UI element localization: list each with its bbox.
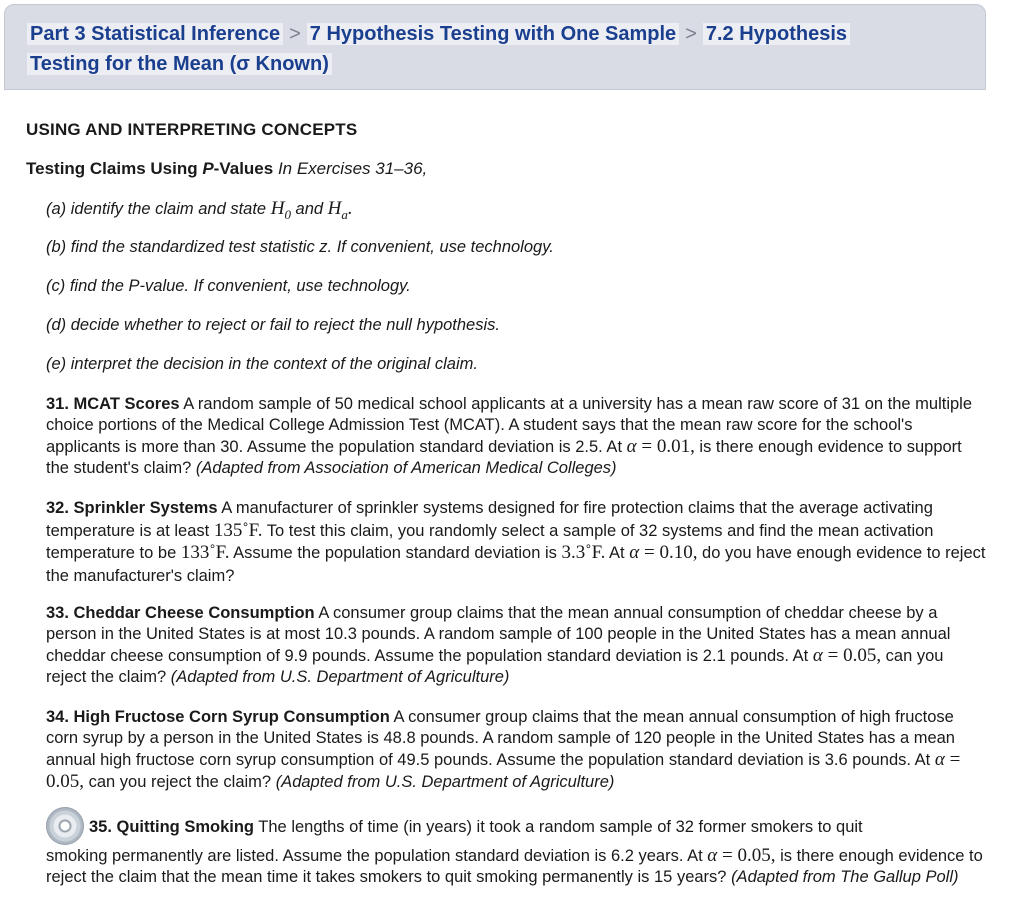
exercise-35-source: (Adapted from The Gallup Poll)	[731, 868, 959, 886]
exercise-intro	[26, 159, 427, 179]
cd-disc-icon[interactable]	[46, 807, 84, 845]
exercise-31: 31. MCAT Scores A random sample of 50 medical school applicants at a university has a mean raw score of 31 on the multiple choice portions of the Medical College Admission Test (MCAT). A student says that the mean raw score for the school's applicants is more than 30. Assume the population standard deviation is 2.5. At α = 0.01, is there enough evidence to support the student's claim? (Adapted from Association of American Medical Colleges)	[46, 395, 973, 477]
exercise-32: 32. Sprinkler Systems A manufacturer of sprinkler systems designed for fire protection claims that the average activating temperature is at least 135˚F. To test this claim, you randomly select a sample of 32 systems and find the mean activation temperature to be 133˚F. Assume the population standard deviation is 3.3˚F. At α = 0.10, do you have enough evidence to reject the manufacturer's claim?	[46, 499, 986, 585]
exercise-33: 33. Cheddar Cheese Consumption A consumer group claims that the mean annual consumption of cheddar cheese by a person in the United States is at most 10.3 pounds. A random sample of 100 people in the United States has a mean annual cheddar cheese consumption of 9.9 pounds. Assume the population standard deviation is 2.1 pounds. At α = 0.05, can you reject the claim? (Adapted from U.S. Department of Agriculture)	[46, 604, 951, 686]
exercise-33-source: (Adapted from U.S. Department of Agriculture)	[170, 668, 510, 686]
exercise-34: 34. High Fructose Corn Syrup Consumption A consumer group claims that the mean annual consumption of high fructose corn syrup by a person in the United States is 48.8 pounds. A random sample of 120 people in the United States has a mean annual high fructose corn syrup consumption of 49.5 pounds. Assume the population standard deviation is 3.6 pounds. At α = 0.05, can you reject the claim? (Adapted from U.S. Department of Agriculture)	[46, 708, 961, 792]
exercise-34-source: (Adapted from U.S. Department of Agriculture)	[275, 773, 615, 791]
breadcrumb-separator: >	[289, 23, 301, 45]
exercise-35-title: 35. Quitting Smoking	[89, 818, 255, 836]
breadcrumb-separator: >	[685, 23, 697, 45]
intro-text: In Exercises 31–36,	[273, 159, 428, 178]
exercise-31-title: 31. MCAT Scores	[46, 395, 180, 413]
exercise-35: smoking permanently are listed. Assume the population standard deviation is 6.2 years. At α = 0.05, is there enough evidence to reject the claim that the mean time it takes smokers to quit smoking permanently is 15 years? (Adapted from The Gallup Poll)	[46, 845, 983, 886]
section-heading: USING AND INTERPRETING CONCEPTS	[26, 120, 358, 139]
h0-symbol: $H_0$	[270, 198, 291, 222]
exercise-32-title: 32. Sprinkler Systems	[46, 499, 218, 517]
exercise-34-title: 34. High Fructose Corn Syrup Consumption	[46, 708, 390, 726]
part-b: (b) find the standardized test statistic z. If convenient, use technology.	[46, 238, 554, 256]
part-e: (e) interpret the decision in the context of the original claim.	[46, 355, 478, 373]
part-c: (c) find the P-value. If convenient, use technology.	[46, 277, 411, 295]
exercise-35-title-line: 35. Quitting Smoking The lengths of time (in years) it took a random sample of 32 former smokers to quit	[89, 818, 863, 836]
part-a: (a) identify the claim and state $H_0$ and $H_a$.	[46, 198, 353, 222]
breadcrumb	[4, 4, 986, 90]
exercise-31-source: (Adapted from Association of American Medical Colleges)	[195, 459, 617, 477]
ha-symbol: $H_a$.	[327, 198, 353, 222]
exercise-33-title: 33. Cheddar Cheese Consumption	[46, 604, 315, 622]
breadcrumb-section-link-cont[interactable]: Testing for the Mean (σ Known)	[27, 53, 332, 75]
breadcrumb-section-link[interactable]: 7.2 Hypothesis	[703, 23, 850, 45]
intro-title: Testing Claims Using P-Values	[26, 159, 274, 178]
part-d: (d) decide whether to reject or fail to reject the null hypothesis.	[46, 316, 500, 334]
breadcrumb-chapter-link[interactable]: 7 Hypothesis Testing with One Sample	[307, 23, 679, 45]
breadcrumb-part-link[interactable]: Part 3 Statistical Inference	[27, 23, 283, 45]
